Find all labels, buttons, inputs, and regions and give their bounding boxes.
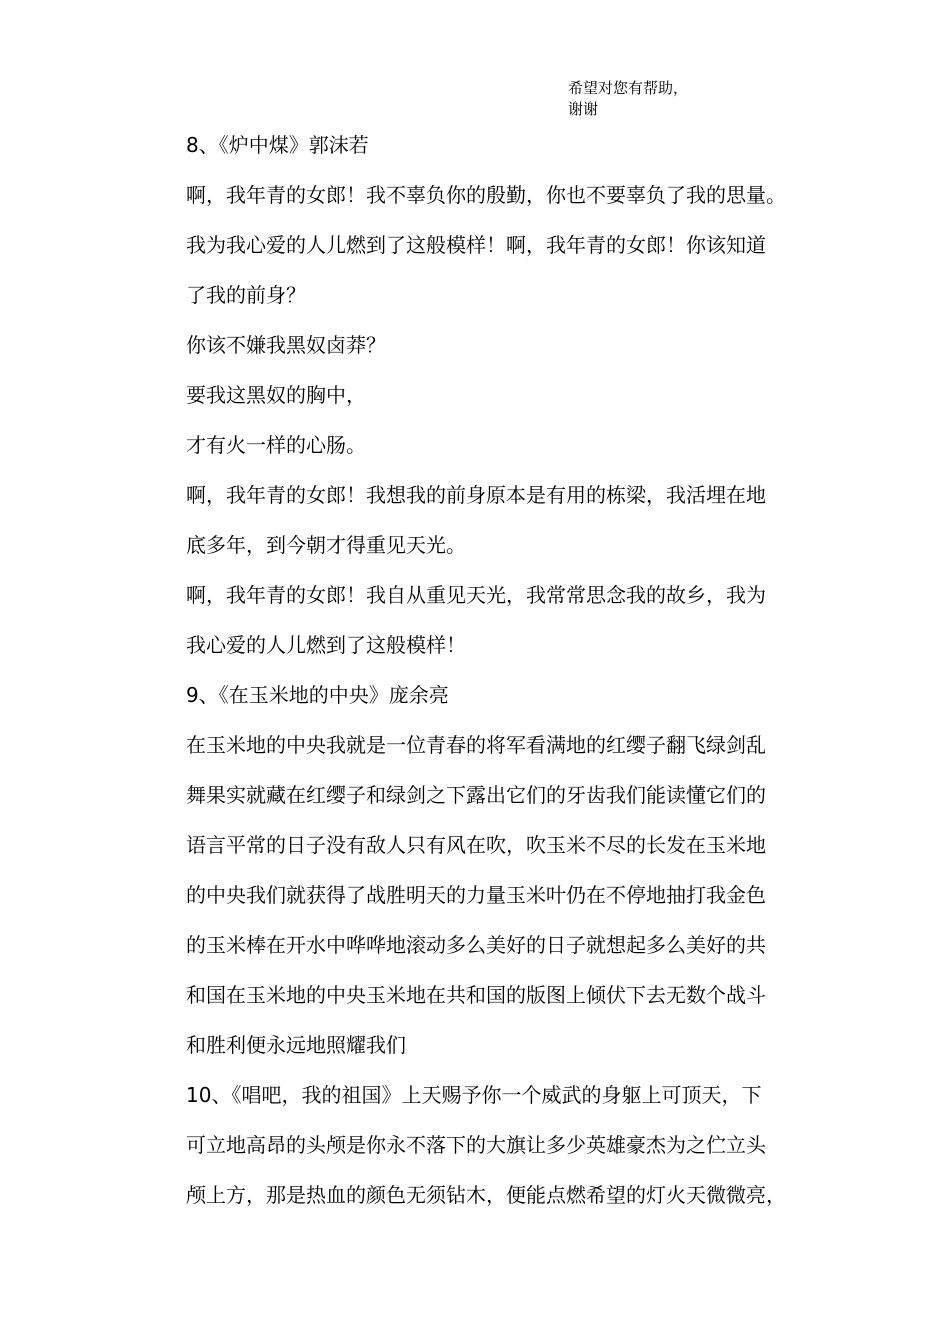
heading-poem-9: 9、《在玉米地的中央》庞余亮	[186, 683, 449, 707]
text-line: 在玉米地的中央我就是一位青春的将军看满地的红缨子翻飞绿剑乱	[186, 733, 766, 757]
text-line: 颅上方，那是热血的颜色无须钻木，便能点燃希望的灯火天微微亮，	[186, 1183, 786, 1207]
helpful-note	[568, 78, 788, 120]
text-line: 的玉米棒在开水中哗哗地滚动多么美好的日子就想起多么美好的共	[186, 933, 766, 957]
heading-poem-10: 10、《唱吧，我的祖国》上天赐予你一个威武的身躯上可顶天，下	[186, 1083, 762, 1107]
text-line: 啊，我年青的女郎！我自从重见天光，我常常思念我的故乡，我为	[186, 583, 766, 607]
text-line: 可立地高昂的头颅是你永不落下的大旗让多少英雄豪杰为之伫立头	[186, 1133, 766, 1157]
text-line: 我心爱的人儿燃到了这般模样！	[186, 633, 466, 657]
text-line: 啊，我年青的女郎！我想我的前身原本是有用的栋梁，我活埋在地	[186, 483, 766, 507]
heading-poem-8: 8、《炉中煤》郭沫若	[186, 133, 369, 157]
document-body	[186, 120, 814, 1220]
text-line: 舞果实就藏在红缨子和绿剑之下露出它们的牙齿我们能读懂它们的	[186, 783, 766, 807]
text-line: 你该不嫌我黑奴卤莽？	[186, 333, 386, 357]
note-line-2: 谢谢	[568, 100, 599, 118]
text-line: 底多年，到今朝才得重见天光。	[186, 533, 466, 557]
text-line: 才有火一样的心肠。	[186, 433, 366, 457]
text-line: 的中央我们就获得了战胜明天的力量玉米叶仍在不停地抽打我金色	[186, 883, 766, 907]
text-line: 和国在玉米地的中央玉米地在共和国的版图上倾伏下去无数个战斗	[186, 983, 766, 1007]
text-line: 要我这黑奴的胸中，	[186, 383, 366, 407]
text-line: 啊，我年青的女郎！我不辜负你的殷勤，你也不要辜负了我的思量。	[186, 183, 786, 207]
text-line: 了我的前身？	[186, 283, 306, 307]
text-line: 语言平常的日子没有敌人只有风在吹，吹玉米不尽的长发在玉米地	[186, 833, 766, 857]
text-line: 我为我心爱的人儿燃到了这般模样！啊，我年青的女郎！你该知道	[186, 233, 766, 257]
text-line: 和胜利便永远地照耀我们	[186, 1033, 406, 1057]
note-line-1: 希望对您有帮助，	[568, 79, 689, 97]
